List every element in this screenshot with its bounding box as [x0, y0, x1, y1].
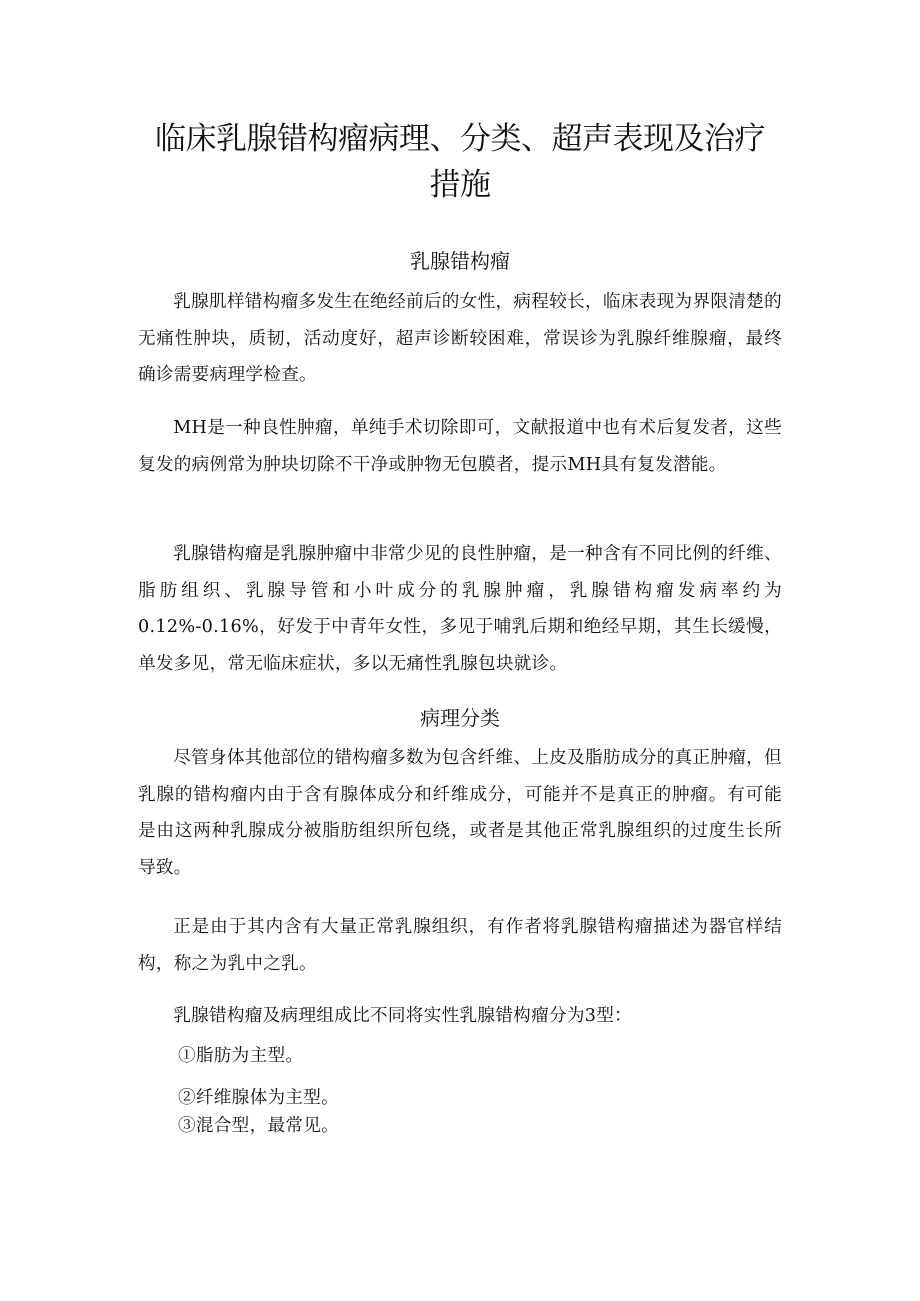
- paragraph-myoid-hamartoma: 乳腺肌样错构瘤多发生在绝经前后的女性，病程较长，临床表现为界限清楚的无痛性肿块，质韧，活动度好，超声诊断较困难，常误诊为乳腺纤维腺瘤，最终确诊需要病理学检查。: [138, 292, 782, 385]
- list-item-mixed-type: ③混合型，最常见。: [178, 1116, 340, 1136]
- section-heading-hamartoma: 乳腺错构瘤: [410, 249, 510, 273]
- list-item-fat-type: ①脂肪为主型。: [178, 1046, 304, 1066]
- paragraph-pathology-origin: 尽管身体其他部位的错构瘤多数为包含纤维、上皮及脂肪成分的真正肿瘤，但乳腺的错构瘤内由于含有腺体成分和纤维成分，可能并不是真正的肿瘤。有可能是由这两种乳腺成分被脂肪组织所包绕，或者是其他正常乳腺组织的过度生长所导致。: [138, 748, 782, 878]
- document-title: 临床乳腺错构瘤病理、分类、超声表现及治疗措施: [155, 121, 765, 203]
- paragraph-mh-recurrence: MH是一种良性肿瘤，单纯手术切除即可，文献报道中也有术后复发者，这些复发的病例常为肿块切除不干净或肿物无包膜者，提示MH具有复发潜能。: [138, 418, 782, 475]
- paragraph-breast-within-breast: 正是由于其内含有大量正常乳腺组织，有作者将乳腺错构瘤描述为器官样结构，称之为乳中之乳。: [138, 917, 782, 974]
- paragraph-hamartoma-incidence: 乳腺错构瘤是乳腺肿瘤中非常少见的良性肿瘤，是一种含有不同比例的纤维、脂肪组织、乳腺导管和小叶成分的乳腺肿瘤，乳腺错构瘤发病率约为0.12%-0.16%，好发于中青年女性，多见于哺乳后期和绝经早期，其生长缓慢，单发多见，常无临床症状，多以无痛性乳腺包块就诊。: [138, 544, 782, 674]
- paragraph-three-types-intro: 乳腺错构瘤及病理组成比不同将实性乳腺错构瘤分为3型：: [173, 1006, 633, 1026]
- section-heading-pathology: 病理分类: [420, 706, 500, 730]
- list-item-fibroglandular-type: ②纤维腺体为主型。: [178, 1088, 340, 1108]
